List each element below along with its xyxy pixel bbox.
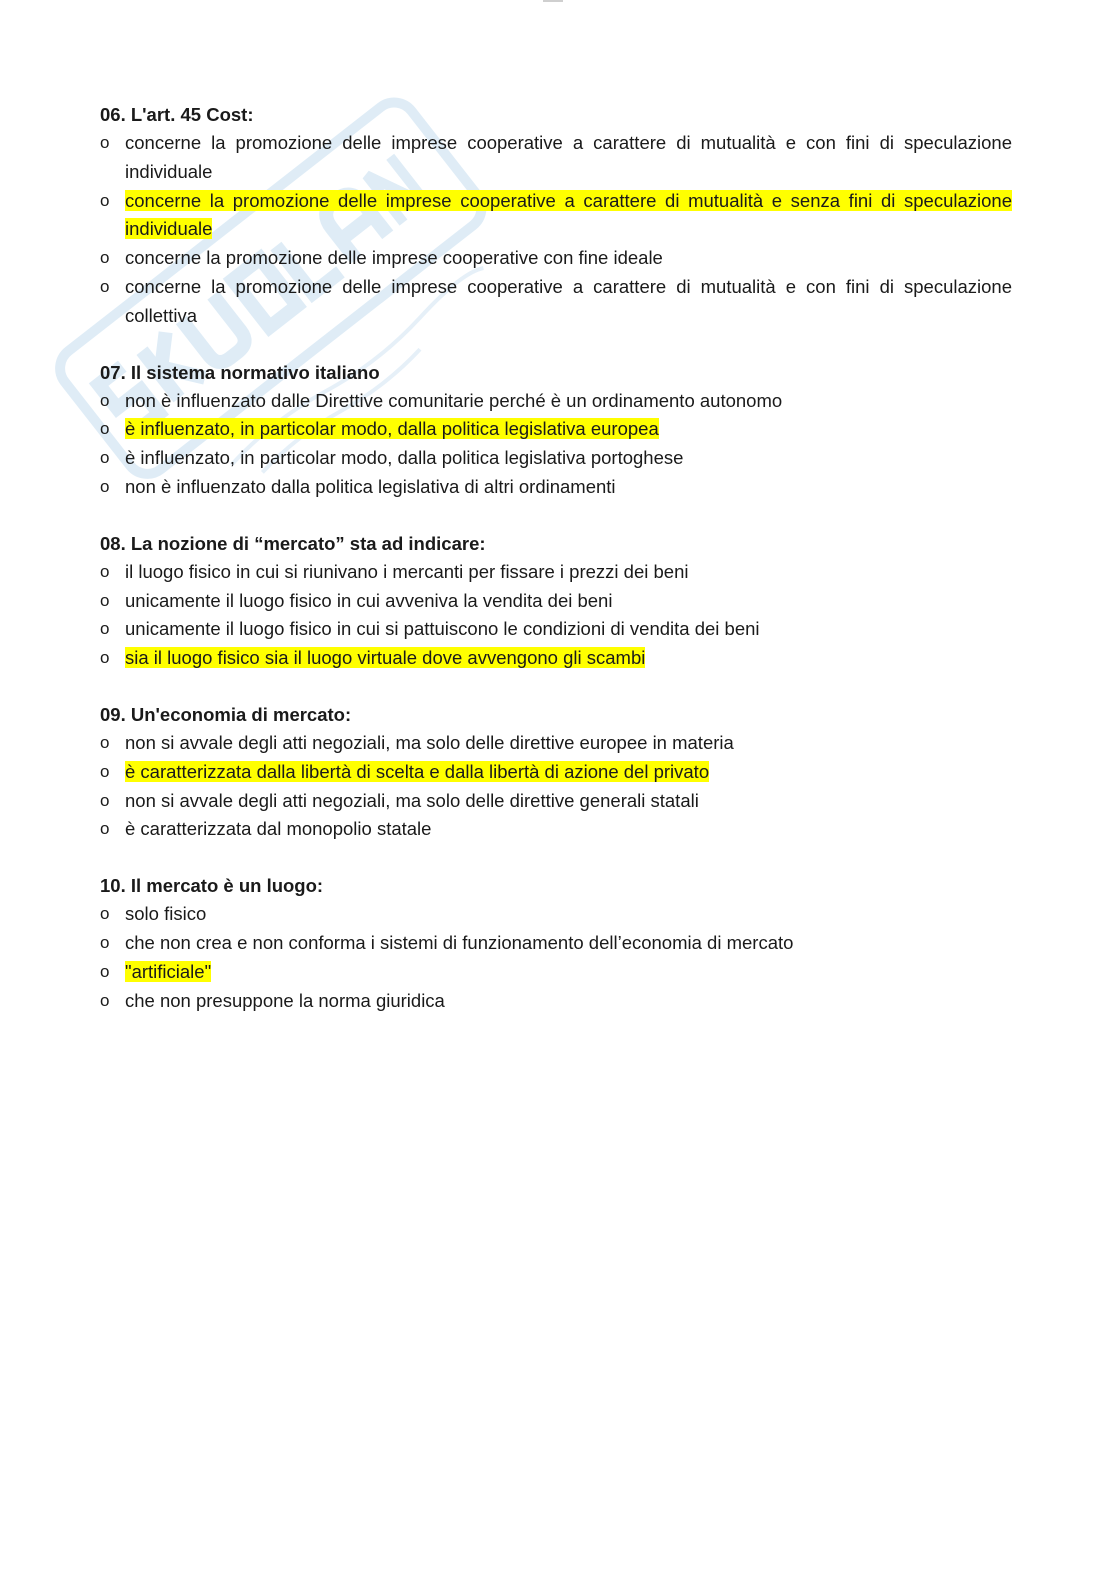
bullet-icon: o: [100, 133, 110, 152]
bullet-icon: o: [100, 476, 110, 496]
answer-option: [100, 129, 1012, 187]
answer-option: [100, 929, 1012, 958]
answer-option-highlighted: [100, 644, 1012, 673]
answer-option: [100, 387, 1012, 416]
answer-text: unicamente il luogo fisico in cui si pattuiscono le condizioni di vendita dei beni: [125, 618, 760, 640]
answer-text: solo fisico: [125, 903, 207, 925]
answer-text: unicamente il luogo fisico in cui avveniva la vendita dei beni: [125, 589, 613, 611]
answer-option-highlighted: [100, 758, 1012, 787]
answer-option: [100, 587, 1012, 616]
bullet-icon: o: [100, 619, 110, 639]
answer-text: il luogo fisico in cui si riunivano i mercanti per fissare i prezzi dei beni: [125, 560, 689, 582]
quiz-page: [100, 100, 1012, 1042]
answer-option-highlighted: [100, 958, 1012, 987]
bullet-icon: o: [100, 932, 110, 952]
answer-text: "artificiale": [125, 960, 212, 982]
answer-text: è influenzato, in particolar modo, dalla politica legislativa portoghese: [125, 447, 684, 469]
answer-text: è caratterizzata dalla libertà di scelta e dalla libertà di azione del privato: [125, 760, 710, 782]
answer-text: sia il luogo fisico sia il luogo virtuale dove avvengono gli scambi: [125, 647, 646, 669]
bullet-icon: o: [100, 419, 110, 439]
answer-option: [100, 615, 1012, 644]
bullet-icon: o: [100, 248, 110, 268]
answer-option: [100, 787, 1012, 816]
question-06: [100, 100, 1012, 331]
answer-option-highlighted: [100, 415, 1012, 444]
answer-option: [100, 273, 1012, 331]
question-title: 07. Il sistema normativo italiano: [100, 361, 380, 383]
question-title: 06. L'art. 45 Cost:: [100, 104, 254, 125]
question-08: [100, 529, 1012, 673]
answer-text: concerne la promozione delle imprese cooperative a carattere di mutualità e con fini di speculazione individuale: [125, 132, 1012, 182]
bullet-icon: o: [100, 790, 110, 810]
question-title: 08. La nozione di “mercato” sta ad indicare:: [100, 532, 486, 554]
answer-text: non è influenzato dalle Direttive comunitarie perché è un ordinamento autonomo: [125, 389, 783, 411]
answer-option: [100, 900, 1012, 929]
answer-option: [100, 473, 1012, 502]
answer-text: concerne la promozione delle imprese cooperative a carattere di mutualità e con fini di speculazione collettiva: [125, 275, 1012, 326]
bullet-icon: o: [100, 448, 110, 468]
bullet-icon: o: [100, 276, 110, 296]
answer-text: concerne la promozione delle imprese cooperative a carattere di mutualità e senza fini di speculazione individuale: [125, 189, 1012, 240]
question-07: [100, 358, 1012, 502]
bullet-icon: o: [100, 761, 110, 781]
bullet-icon: o: [100, 990, 110, 1010]
answer-option-highlighted: [100, 187, 1012, 245]
answer-option: [100, 729, 1012, 758]
page-top-mark: [543, 0, 563, 2]
answer-text: è caratterizzata dal monopolio statale: [125, 818, 432, 840]
answer-option: [100, 244, 1012, 273]
answer-text: è influenzato, in particolar modo, dalla politica legislativa europea: [125, 418, 659, 440]
answer-text: non si avvale degli atti negoziali, ma solo delle direttive europee in materia: [125, 731, 734, 753]
answer-text: che non crea e non conforma i sistemi di funzionamento dell’economia di mercato: [125, 931, 794, 953]
bullet-icon: o: [100, 732, 110, 752]
bullet-icon: o: [100, 961, 110, 981]
answer-option: [100, 444, 1012, 473]
bullet-icon: o: [100, 590, 110, 610]
answer-text: concerne la promozione delle imprese cooperative con fine ideale: [125, 247, 663, 269]
answer-option: [100, 815, 1012, 844]
answer-option: [100, 558, 1012, 587]
bullet-icon: o: [100, 190, 110, 210]
question-title: 09. Un'economia di mercato:: [100, 703, 352, 725]
question-title: 10. Il mercato è un luogo:: [100, 875, 324, 897]
answer-text: che non presuppone la norma giuridica: [125, 989, 445, 1011]
answer-text: non è influenzato dalla politica legislativa di altri ordinamenti: [125, 475, 616, 497]
bullet-icon: o: [100, 819, 110, 839]
bullet-icon: o: [100, 904, 110, 924]
question-09: [100, 700, 1012, 844]
bullet-icon: o: [100, 561, 110, 581]
answer-option: [100, 987, 1012, 1016]
bullet-icon: o: [100, 390, 110, 410]
answer-text: non si avvale degli atti negoziali, ma solo delle direttive generali statali: [125, 789, 699, 811]
question-10: [100, 871, 1012, 1015]
bullet-icon: o: [100, 648, 110, 668]
